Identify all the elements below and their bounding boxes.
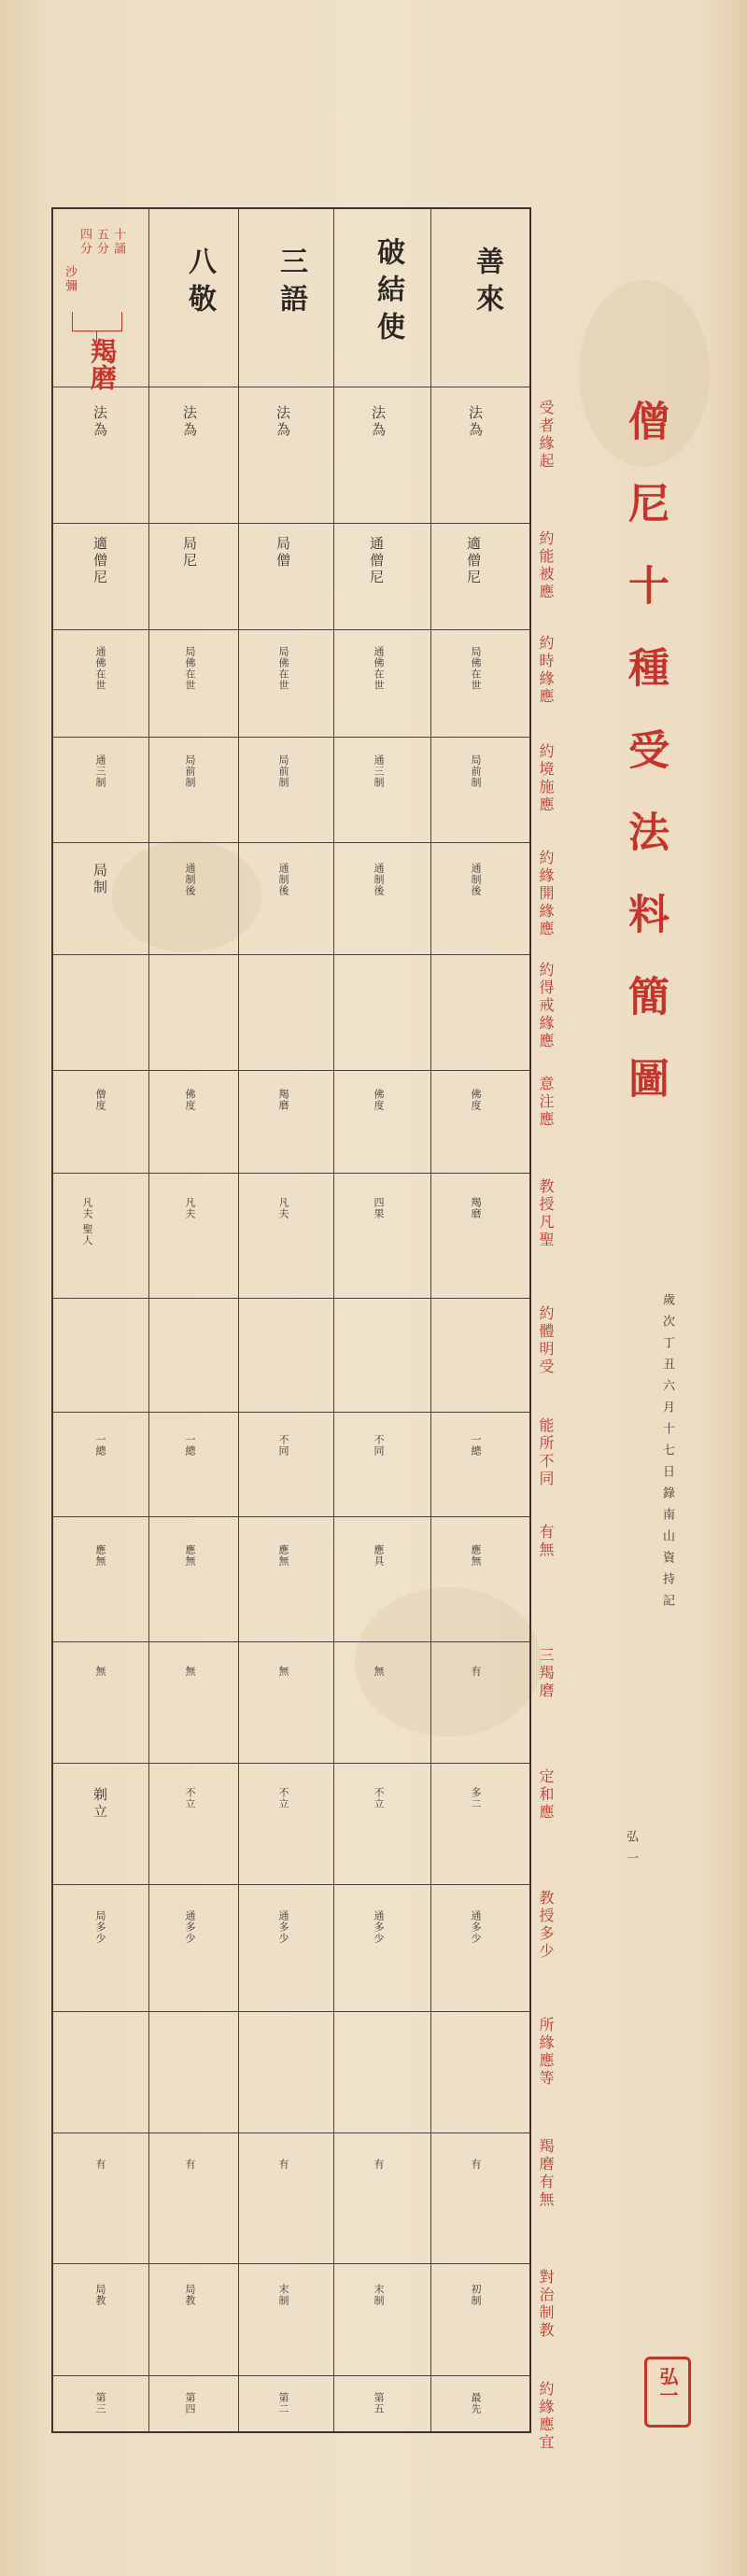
tree-root: 羯磨 xyxy=(87,338,118,390)
table-cell: 不同 xyxy=(373,1434,385,1457)
table-cell: 第五 xyxy=(373,2392,385,2414)
table-cell: 應無 xyxy=(184,1544,196,1567)
table-cell: 通多少 xyxy=(373,1910,385,1944)
row-label: 教授凡聖 xyxy=(537,1178,555,1249)
table-cell: 通制後 xyxy=(470,863,482,896)
table-cell: 無 xyxy=(277,1666,289,1677)
table-cell: 應無 xyxy=(277,1544,289,1567)
inscription-signature: 弘一 xyxy=(624,1830,638,1873)
row-label: 對治制教 xyxy=(537,2269,555,2340)
table-cell: 法為 xyxy=(370,405,387,439)
table-cell: 有 xyxy=(470,2159,482,2170)
table-cell: 有 xyxy=(373,2159,385,2170)
table-cell: 局前制 xyxy=(184,754,196,788)
table-cell: 第三 xyxy=(94,2392,106,2414)
classification-table xyxy=(51,207,531,2433)
table-cell: 通三制 xyxy=(373,754,385,788)
table-cell: 通三制 xyxy=(94,754,106,788)
table-cell: 法為 xyxy=(92,405,108,439)
table-cell: 應具 xyxy=(373,1544,385,1567)
row-label: 有無 xyxy=(537,1524,555,1559)
table-cell: 通佛在世 xyxy=(373,646,385,691)
table-cell: 局教 xyxy=(184,2284,196,2306)
table-cell: 羯磨 xyxy=(470,1197,482,1219)
row-label: 受者緣起 xyxy=(537,400,555,471)
table-cell: 佛度 xyxy=(184,1089,196,1111)
tree-label: 四分 xyxy=(78,228,92,256)
table-cell: 最先 xyxy=(470,2392,482,2414)
column-head-sanyu: 三語 xyxy=(275,246,307,321)
table-cell: 凡夫 xyxy=(277,1197,289,1219)
table-cell: 不立 xyxy=(373,1787,385,1809)
table-cell: 一總 xyxy=(94,1434,106,1457)
table-cell: 局前制 xyxy=(470,754,482,788)
row-label: 羯磨有無 xyxy=(537,2138,555,2209)
table-cell: 法為 xyxy=(467,405,484,439)
table-cell: 凡夫 xyxy=(184,1197,196,1219)
tree-label: 沙彌 xyxy=(63,265,77,293)
tree-bracket xyxy=(72,312,122,331)
table-cell: 局僧 xyxy=(275,536,291,570)
tree-label: 五分 xyxy=(94,228,108,256)
row-label: 約境施應 xyxy=(537,743,555,814)
row-label: 約體明受 xyxy=(537,1305,555,1376)
row-label: 教授多少 xyxy=(537,1890,555,1961)
red-seal: 弘一 xyxy=(644,2357,691,2428)
table-cell: 一總 xyxy=(470,1434,482,1457)
table-cell: 有 xyxy=(277,2159,289,2170)
table-cell: 有 xyxy=(94,2159,106,2170)
table-cell: 通制後 xyxy=(184,863,196,896)
row-label: 定和應 xyxy=(537,1768,555,1822)
row-label: 所緣應等 xyxy=(537,2017,555,2088)
table-cell: 通多少 xyxy=(277,1910,289,1944)
column-head-bajing: 八敬 xyxy=(183,246,216,321)
row-label: 三羯磨 xyxy=(537,1647,555,1700)
table-cell: 通多少 xyxy=(184,1910,196,1944)
table-cell: 局前制 xyxy=(277,754,289,788)
row-label: 約緣應宜 xyxy=(537,2381,555,2452)
table-cell: 應無 xyxy=(470,1544,482,1567)
table-cell: 有 xyxy=(184,2159,196,2170)
table-cell: 佛度 xyxy=(373,1089,385,1111)
row-label: 約時緣應 xyxy=(537,635,555,706)
table-cell: 應無 xyxy=(94,1544,106,1567)
table-cell: 有 xyxy=(470,1666,482,1677)
table-cell: 局佛在世 xyxy=(277,646,289,691)
row-label: 意注應 xyxy=(537,1076,555,1129)
table-cell: 不同 xyxy=(277,1434,289,1457)
row-label: 約緣開緣應 xyxy=(537,850,555,938)
row-label: 約能被應 xyxy=(537,530,555,601)
table-cell: 局尼 xyxy=(181,536,198,570)
table-cell: 不立 xyxy=(184,1787,196,1809)
table-cell: 凡夫 聖人 xyxy=(81,1197,93,1246)
table-cell: 羯磨 xyxy=(277,1089,289,1111)
table-cell: 局佛在世 xyxy=(470,646,482,691)
table-cell: 無 xyxy=(184,1666,196,1677)
column-head-shanlai: 善來 xyxy=(471,246,503,321)
table-cell: 適僧尼 xyxy=(92,536,108,586)
table-cell: 多二 xyxy=(470,1787,482,1809)
table-cell: 局多少 xyxy=(94,1910,106,1944)
table-cell: 適僧尼 xyxy=(465,536,482,586)
table-cell: 佛度 xyxy=(470,1089,482,1111)
table-cell: 通制後 xyxy=(277,863,289,896)
table-cell: 不立 xyxy=(277,1787,289,1809)
table-cell: 無 xyxy=(94,1666,106,1677)
row-label: 約得戒緣應 xyxy=(537,962,555,1050)
column-head-pojieshi: 破結使 xyxy=(372,237,404,349)
table-cell: 初制 xyxy=(470,2284,482,2306)
tree-label: 十誦 xyxy=(111,228,125,256)
table-cell: 法為 xyxy=(275,405,291,439)
document-title: 僧尼十種受法料簡圖 xyxy=(621,400,669,1139)
table-cell: 通僧尼 xyxy=(368,536,385,586)
table-cell: 通佛在世 xyxy=(94,646,106,691)
table-cell: 剃立 xyxy=(92,1787,108,1821)
table-cell: 通多少 xyxy=(470,1910,482,1944)
table-cell: 第二 xyxy=(277,2392,289,2414)
table-cell: 一總 xyxy=(184,1434,196,1457)
table-cell: 局制 xyxy=(92,863,108,896)
inscription-date: 歲次丁丑六月十七日錄南山資持記 xyxy=(660,1293,674,1615)
row-label: 能所不同 xyxy=(537,1417,555,1488)
table-cell: 通制後 xyxy=(373,863,385,896)
table-cell: 僧度 xyxy=(94,1089,106,1111)
table-cell: 法為 xyxy=(181,405,198,439)
table-cell: 局佛在世 xyxy=(184,646,196,691)
table-cell: 無 xyxy=(373,1666,385,1677)
table-cell: 局教 xyxy=(94,2284,106,2306)
table-cell: 末制 xyxy=(373,2284,385,2306)
table-cell: 第四 xyxy=(184,2392,196,2414)
table-cell: 四果 xyxy=(373,1197,385,1219)
table-cell: 末制 xyxy=(277,2284,289,2306)
